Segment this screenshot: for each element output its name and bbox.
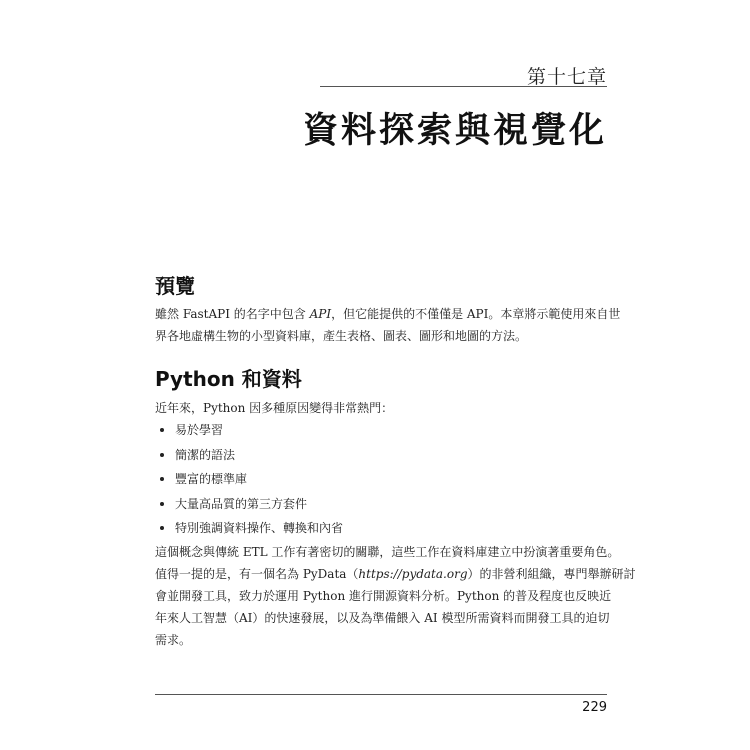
bullet-icon: [160, 502, 164, 506]
closing-line: 值得一提的是，有一個名為 PyData（https://pydata.org）的非營利組織，專門舉辦研討: [155, 567, 636, 581]
top-rule: [320, 86, 607, 87]
preview-paragraph: [155, 303, 621, 347]
preview-line: 界各地虛構生物的小型資料庫，產生表格、圖表、圖形和地圖的方法。: [155, 329, 528, 343]
list-item: 大量高品質的第三方套件: [160, 492, 343, 517]
closing-line: 需求。: [155, 633, 192, 647]
closing-line: 這個概念與傳統 ETL 工作有著密切的關聯，這些工作在資料庫建立中扮演著重要角色。: [155, 545, 620, 559]
bullet-icon: [160, 477, 164, 481]
reasons-list: [160, 418, 343, 541]
chapter-label: 第十七章: [526, 66, 607, 88]
closing-line: 年來人工智慧（AI）的快速發展，以及為準備餵入 AI 模型所需資料而開發工具的迫切: [155, 611, 610, 625]
list-item: 易於學習: [160, 418, 343, 443]
bullet-icon: [160, 526, 164, 530]
list-item: 簡潔的語法: [160, 443, 343, 468]
python-intro: 近年來，Python 因多種原因變得非常熱門：: [155, 401, 394, 415]
bullet-icon: [160, 453, 164, 457]
list-item: 豐富的標準庫: [160, 467, 343, 492]
page-number: 229: [582, 700, 607, 715]
closing-paragraph: [155, 541, 636, 651]
chapter-title: 資料探索與視覺化: [302, 111, 607, 151]
bullet-icon: [160, 428, 164, 432]
section-heading-preview: 預覽: [155, 274, 195, 298]
section-heading-python: Python 和資料: [155, 367, 302, 391]
closing-line: 會並開發工具，致力於運用 Python 進行開源資料分析。Python 的普及程度也反映近: [155, 589, 612, 603]
bottom-rule: [155, 694, 607, 695]
list-item: 特別強調資料操作、轉換和內省: [160, 516, 343, 541]
preview-line: 雖然 FastAPI 的名字中包含 API，但它能提供的不僅僅是 API。本章將示範使用來自世: [155, 307, 621, 321]
